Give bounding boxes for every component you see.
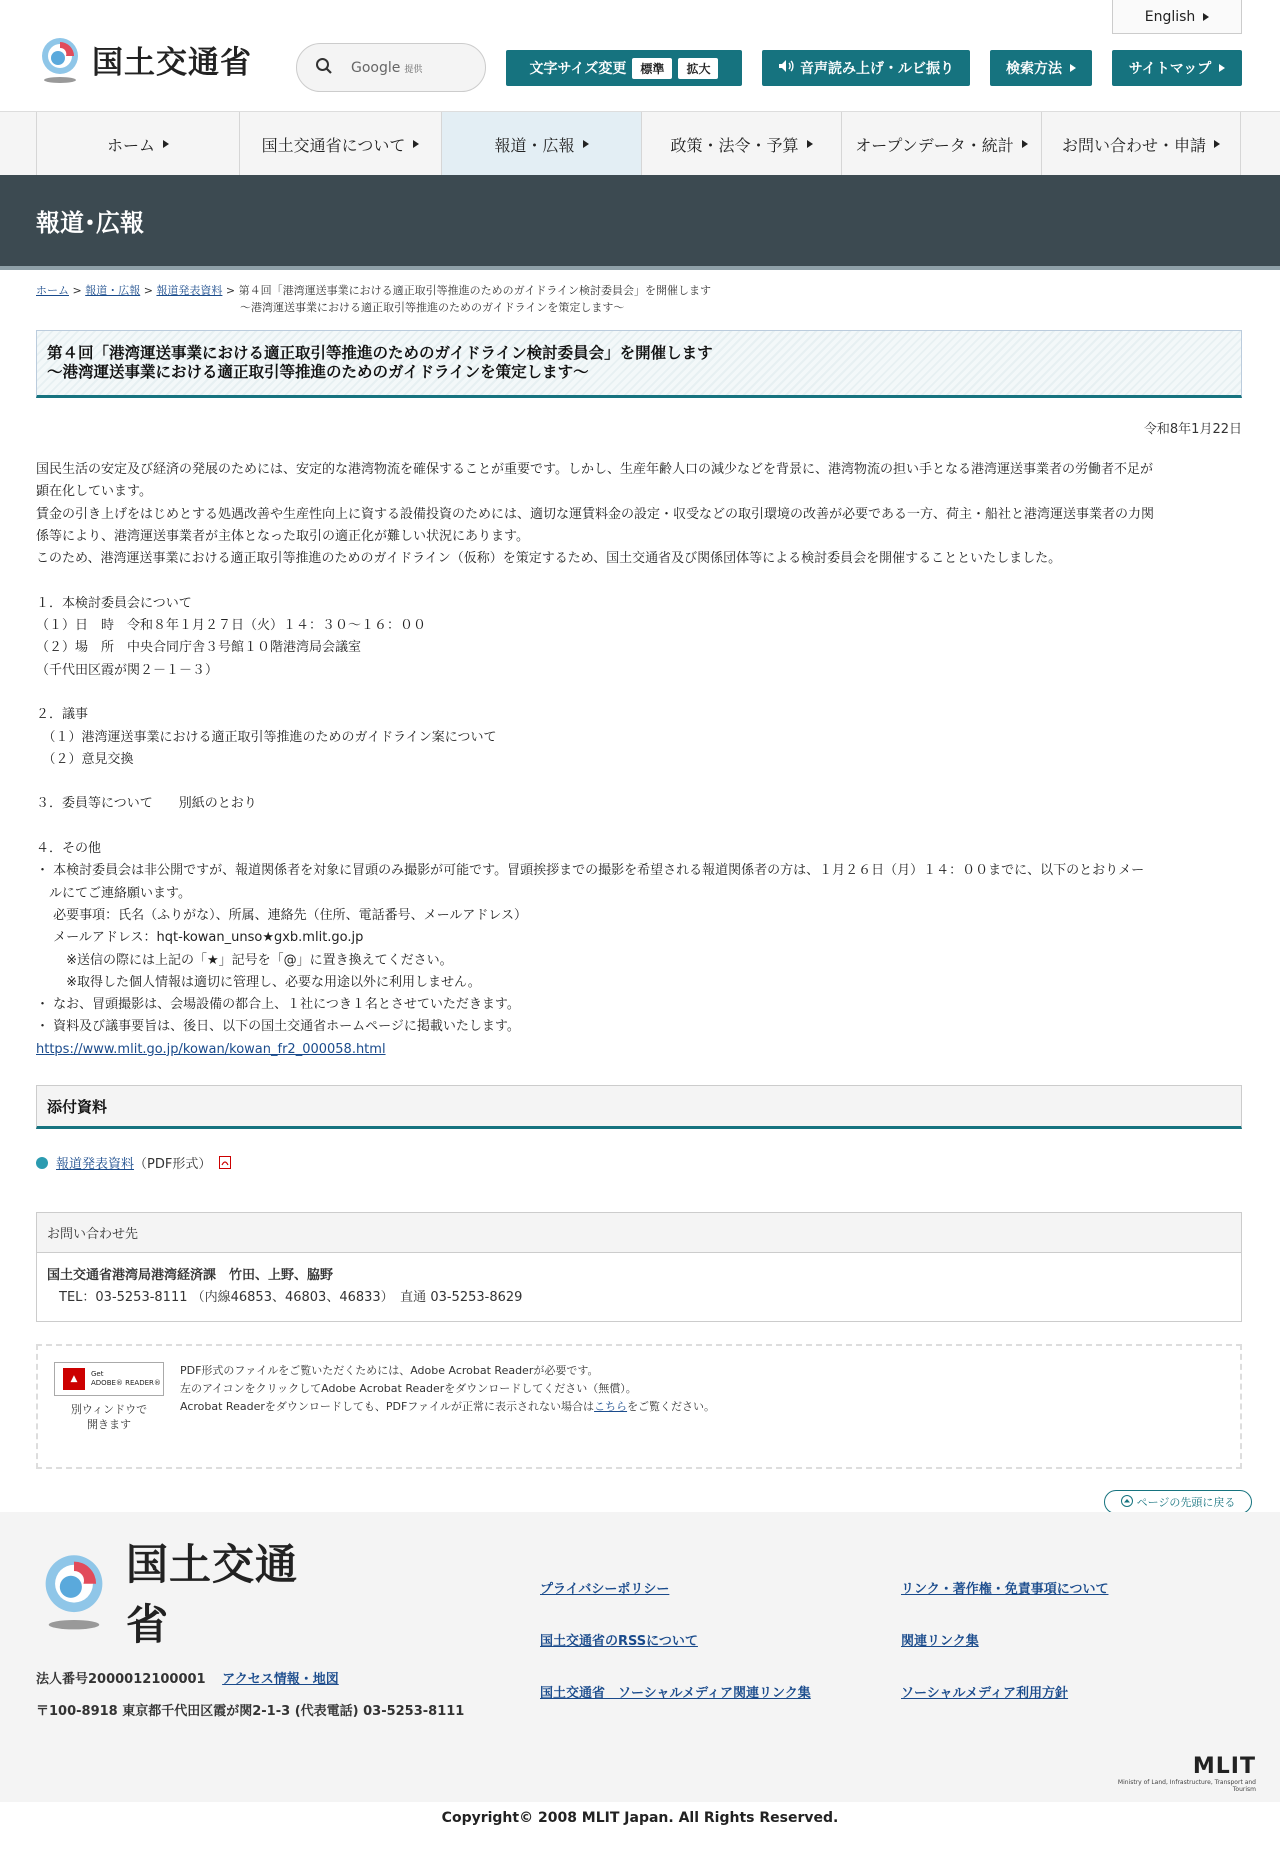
section3-line: ３．委員等について 別紙のとおり [36,796,257,812]
kowan-page-link[interactable]: https://www.mlit.go.jp/kowan/kowan_fr2_000058.html [36,1041,386,1057]
badge-name: ADOBE® READER® [91,1379,161,1388]
article-body [36,459,1242,1061]
new-window-line2: 開きます [87,1418,131,1432]
access-map-link[interactable]: アクセス情報・地図 [222,1672,339,1687]
bullet-arrow-icon [36,1157,48,1169]
mlit-wordmark-text: MLIT [1192,1754,1256,1779]
section4-line: ・ なお、冒頭撮影は、会場設備の都合上、１社につき１名とさせていただきます。 [36,997,520,1013]
back-to-top-label: ページの先頭に戻る [1136,1496,1236,1509]
section4-line: ４．その他 [36,841,102,857]
main-content [36,282,1242,1469]
english-label: English [1144,8,1196,25]
breadcrumb-current-sub: ～港湾運送事業における適正取引等推進のためのガイドラインを策定します～ [240,301,625,314]
search-box[interactable] [296,43,486,92]
mlit-wordmark-sub: Ministry of Land, Infrastructure, Transport and Tourism [1117,1779,1256,1793]
section4-line: ・ 資料及び議事要旨は、後日、以下の国土交通省ホームページに掲載いたします。 [36,1019,520,1035]
search-input[interactable]: Google 提供 [351,59,423,76]
footer-logo[interactable] [36,1540,336,1649]
intro-line: 係等により、港湾運送事業者が主体となった取引の適正化が難しい状況にあります。 [36,528,529,544]
section1-line: １．本検討委員会について [36,595,192,611]
font-size-large-button[interactable]: 拡大 [678,58,718,79]
contact-box [36,1212,1242,1322]
search-icon[interactable] [315,57,333,79]
section2-line: （２）意見交換 [36,751,134,767]
acrobat-line3: Acrobat Readerをダウンロードしても、PDFファイルが正常に表示されない場合は [180,1400,595,1414]
nav-label: ホーム [106,135,155,155]
section1-line: （千代田区霞が関２－１－３） [36,662,219,678]
font-size-standard-button[interactable]: 標準 [632,58,672,79]
section2-line: ２．議事 [36,707,89,723]
english-button[interactable] [1112,0,1242,34]
nav-contact[interactable] [1041,112,1241,176]
breadcrumb-press[interactable]: 報道・広報 [85,284,141,297]
nav-about[interactable] [239,112,441,176]
triangle-right-icon [1219,64,1225,72]
triangle-right-icon [163,140,169,148]
page-title-line2: ～港湾運送事業における適正取引等推進のためのガイドラインを策定します～ [47,363,589,381]
sitemap-button[interactable] [1112,50,1242,86]
voice-reading-label: 音声読み上げ・ルビ振り [800,61,954,77]
arrow-up-icon [1121,1495,1133,1510]
social-media-links-link[interactable]: 国土交通省 ソーシャルメディア関連リンク集 [540,1686,811,1701]
sitemap-label: サイトマップ [1128,61,1212,77]
search-method-button[interactable] [990,50,1092,86]
social-media-policy-link[interactable]: ソーシャルメディア利用方針 [901,1686,1069,1701]
section1-line: （２）場 所 中央合同庁舎３号館１０階港湾局会議室 [36,640,362,656]
page-title-line1: 第４回「港湾運送事業における適正取引等推進のためのガイドライン検討委員会」を開催します [47,344,713,362]
copyright: Copyright© 2008 MLIT Japan. All Rights Reserved. [441,1810,839,1826]
new-window-line1: 別ウィンドウで [70,1403,148,1417]
font-size-control [506,50,742,86]
nav-policy[interactable] [641,112,841,176]
intro-line: このため、港湾運送事業における適正取引等推進のためのガイドライン（仮称）を策定するため、国土交通省及び関係団体等による検討委員会を開催することといたしました。 [36,551,1062,567]
footer-logo-text: 国土交通省 [126,1540,299,1649]
mlit-logo-mark-icon [36,1549,112,1635]
attachments-heading: 添付資料 [36,1085,1242,1129]
section4-line: ルにてご連絡願います。 [36,885,191,901]
font-size-label: 文字サイズ変更 [529,61,627,77]
breadcrumb-home[interactable]: ホーム [36,284,69,297]
mlit-wordmark [1100,1754,1256,1793]
rss-link[interactable]: 国土交通省のRSSについて [540,1634,698,1649]
nav-opendata[interactable] [841,112,1041,176]
speaker-icon [778,59,794,77]
acrobat-line2: 左のアイコンをクリックしてAdobe Acrobat Readerをダウンロードしてください（無償）。 [180,1382,637,1396]
adobe-reader-icon: ▲ [63,1368,85,1390]
privacy-policy-link[interactable]: プライバシーポリシー [540,1582,670,1597]
contact-heading: お問い合わせ先 [37,1213,1241,1253]
global-nav [0,111,1280,175]
attachment-item [36,1153,1242,1172]
voice-reading-button[interactable] [762,50,970,86]
nav-label: お問い合わせ・申請 [1061,135,1206,155]
breadcrumb-current: 第４回「港湾運送事業における適正取引等推進のためのガイドライン検討委員会」を開催します [238,284,711,297]
acrobat-text [180,1362,715,1416]
triangle-right-icon [1070,64,1076,72]
nav-label: 報道・広報 [494,135,575,155]
triangle-right-icon [1203,13,1209,21]
search-method-label: 検索方法 [1006,61,1062,77]
triangle-right-icon [1214,140,1220,148]
acrobat-help-link[interactable]: こちら [594,1400,628,1414]
breadcrumb: ホーム > 報道・広報 > 報道発表資料 > 第４回「港湾運送事業における適正取引等推進のためのガイドライン検討委員会」を開催します ～港湾運送事業における適正取引等推進のためのガイドラインを策定します～ [36,284,711,314]
contact-tel: TEL：03-5253-8111 （内線46853、46803、46833） 直通 03-5253-8629 [59,1290,523,1306]
new-window-note [54,1402,164,1432]
attachment-format: （PDF形式） [134,1157,212,1173]
section4-line: ※取得した個人情報は適切に管理し、必要な用途以外に利用しません。 [36,974,481,990]
intro-line: 国民生活の安定及び経済の発展のためには、安定的な港湾物流を確保することが重要です。しかし、生産年齢人口の減少などを背景に、港湾物流の担い手となる港湾運送事業者の労働者不足が [36,462,1153,477]
triangle-right-icon [1022,140,1028,148]
acrobat-notice [36,1344,1242,1469]
badge-get: Get [91,1370,104,1379]
triangle-right-icon [583,140,589,148]
logo-text: 国土交通省 [92,44,252,81]
contact-dept: 国土交通省港湾局港湾経済課 竹田、上野、脇野 [47,1268,334,1284]
back-to-top-button[interactable] [1104,1490,1252,1514]
nav-label: 政策・法令・予算 [670,135,799,155]
press-release-pdf-link[interactable]: 報道発表資料 [56,1157,135,1173]
nav-home[interactable] [36,112,239,176]
breadcrumb-release[interactable]: 報道発表資料 [156,284,223,297]
nav-label: 国土交通省について [261,135,406,155]
triangle-right-icon [807,140,813,148]
corp-number: 法人番号2000012100001 [36,1672,206,1687]
publish-date: 令和8年1月22日 [1143,422,1242,437]
nav-label: オープンデータ・統計 [855,135,1014,155]
nav-press[interactable] [441,112,641,176]
section4-line: 必要事項：氏名（ふりがな）、所属、連絡先（住所、電話番号、メールアドレス） [36,907,527,923]
intro-line: 顕在化しています。 [36,484,152,500]
section4-line: ※送信の際には上記の「★」記号を「@」に置き換えてください。 [36,952,453,968]
related-links-link[interactable]: 関連リンク集 [901,1634,979,1649]
mlit-logo-mark-icon [36,34,84,84]
intro-line: 賃金の引き上げをはじめとする処遇改善や生産性向上に資する設備投資のためには、適切な運賃料金の設定・収受などの取引環境の改善が必要である一方、荷主・船社と港湾運送事業者の力関 [36,506,1155,522]
section1-line: （１）日 時 令和８年１月２７日（火）１４：３０～１６：００ [36,618,427,634]
footer-address: 〒100-8918 東京都千代田区霞が関2-1-3 (代表電話) 03-5253-8111 [36,1704,465,1719]
footer-corp-info [36,1668,339,1687]
acrobat-line3-end: をご覧ください。 [627,1400,716,1414]
get-adobe-reader-button[interactable] [54,1362,164,1396]
site-header [0,0,1280,111]
section2-line: （１）港湾運送事業における適正取引等推進のためのガイドライン案について [36,729,497,745]
section4-line: メールアドレス：hqt-kowan_unso★gxb.mlit.go.jp [36,930,364,946]
site-footer [0,1512,1280,1802]
section-band: 報道･広報 [0,175,1280,270]
triangle-right-icon [413,140,419,148]
pdf-icon [219,1156,231,1169]
mlit-logo[interactable] [36,33,256,85]
acrobat-line1: PDF形式のファイルをご覧いただくためには、Adobe Acrobat Readerが必要です。 [180,1364,599,1378]
page-title [36,330,1242,398]
section4-line: ・ 本検討委員会は非公開ですが、報道関係者を対象に冒頭のみ撮影が可能です。冒頭挨拶までの撮影を希望される報道関係者の方は、１月２６日（月）１４：００までに、以下のとおりメー [36,863,1145,879]
copyright-disclaimer-link[interactable]: リンク・著作権・免責事項について [901,1582,1109,1597]
